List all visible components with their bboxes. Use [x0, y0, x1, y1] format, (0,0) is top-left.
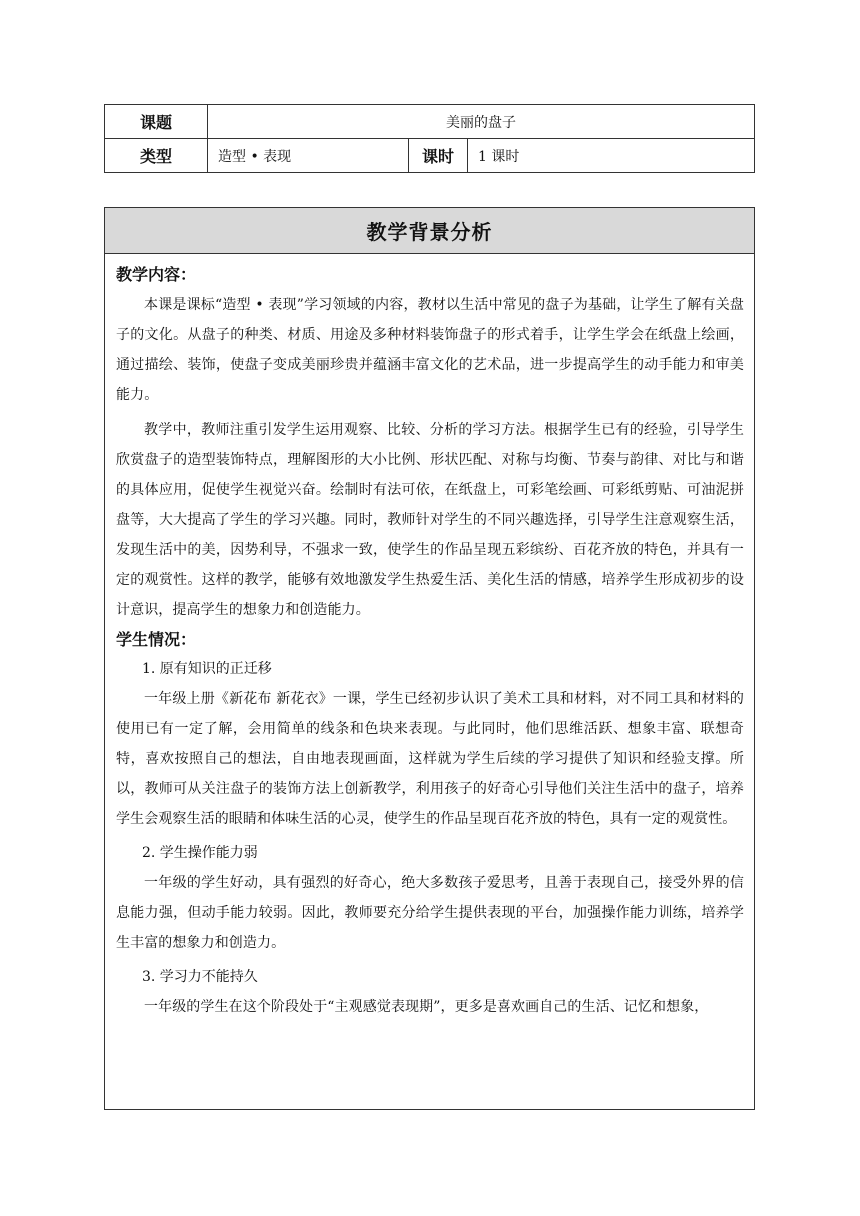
item-text: 一年级的学生在这个阶段处于“主观感觉表现期”，更多是喜欢画自己的生活、记忆和想象， [144, 999, 709, 1015]
section-content [105, 254, 754, 1022]
item-text: 一年级上册《新花布 新花衣》一课，学生已经初步认识了美术工具和材料，对不同工具和材料的使用已有一定了解，会用简单的线条和色块来表现。与此同时，他们思维活跃、想象丰富、联想奇特，喜欢按照自己的想法，自由地表现画面，这样就为学生后续的学习提供了知识和经验支撑。所以，教师可从关注盘子的装饰方法上创新教学，利用孩子的好奇心引导他们关注生活中的盘子，培养学生会观察生活的眼睛和体味生活的心灵，使学生的作品呈现百花齐放的特色，具有一定的观赏性。 [116, 691, 744, 827]
content-paragraph: 本课是课标“造型 • 表现”学习领域的内容，教材以生活中常见的盘子为基础，让学生了解有关盘子的文化。从盘子的种类、材质、用途及多种材料装饰盘子的形式着手，让学生学会在纸盘上绘画，通过描绘、装饰，使盘子变成美丽珍贵并蕴涵丰富文化的艺术品，进一步提高学生的动手能力和审美能力。 [116, 297, 744, 403]
section-header: 教学背景分析 [105, 208, 754, 254]
topic-label: 课题 [105, 105, 208, 139]
item-title: 3. 学习力不能持久 [142, 969, 258, 985]
students-title: 学生情况： [116, 630, 197, 649]
item-title: 2. 学生操作能力弱 [142, 845, 258, 861]
hours-value: 1 课时 [468, 139, 755, 173]
item-text: 一年级的学生好动，具有强烈的好奇心，绝大多数孩子爱思考，且善于表现自己，接受外界的信息能力强，但动手能力较弱。因此，教师要充分给学生提供表现的平台，加强操作能力训练，培养学生丰富的想象力和创造力。 [116, 875, 744, 951]
content-title: 教学内容： [116, 265, 197, 284]
type-label: 类型 [105, 139, 208, 173]
type-value: 造型 • 表现 [208, 139, 409, 173]
content-paragraph: 教学中，教师注重引发学生运用观察、比较、分析的学习方法。根据学生已有的经验，引导学生欣赏盘子的造型装饰特点，理解图形的大小比例、形状匹配、对称与均衡、节奏与韵律、对比与和谐的具体应用，促使学生视觉兴奋。绘制时有法可依，在纸盘上，可彩笔绘画、可彩纸剪贴、可油泥拼盘等，大大提高了学生的学习兴趣。同时，教师针对学生的不同兴趣选择，引导学生注意观察生活，发现生活中的美，因势利导，不强求一致，使学生的作品呈现五彩缤纷、百花齐放的特色，并具有一定的观赏性。这样的教学，能够有效地激发学生热爱生活、美化生活的情感，培养学生形成初步的设计意识，提高学生的想象力和创造能力。 [116, 422, 744, 618]
type-row [105, 139, 755, 173]
teaching-background-section [104, 207, 755, 1110]
item-title: 1. 原有知识的正迁移 [142, 661, 272, 677]
lesson-info-table [104, 104, 755, 173]
hours-label: 课时 [409, 139, 468, 173]
topic-value: 美丽的盘子 [208, 105, 755, 139]
topic-row [105, 105, 755, 139]
